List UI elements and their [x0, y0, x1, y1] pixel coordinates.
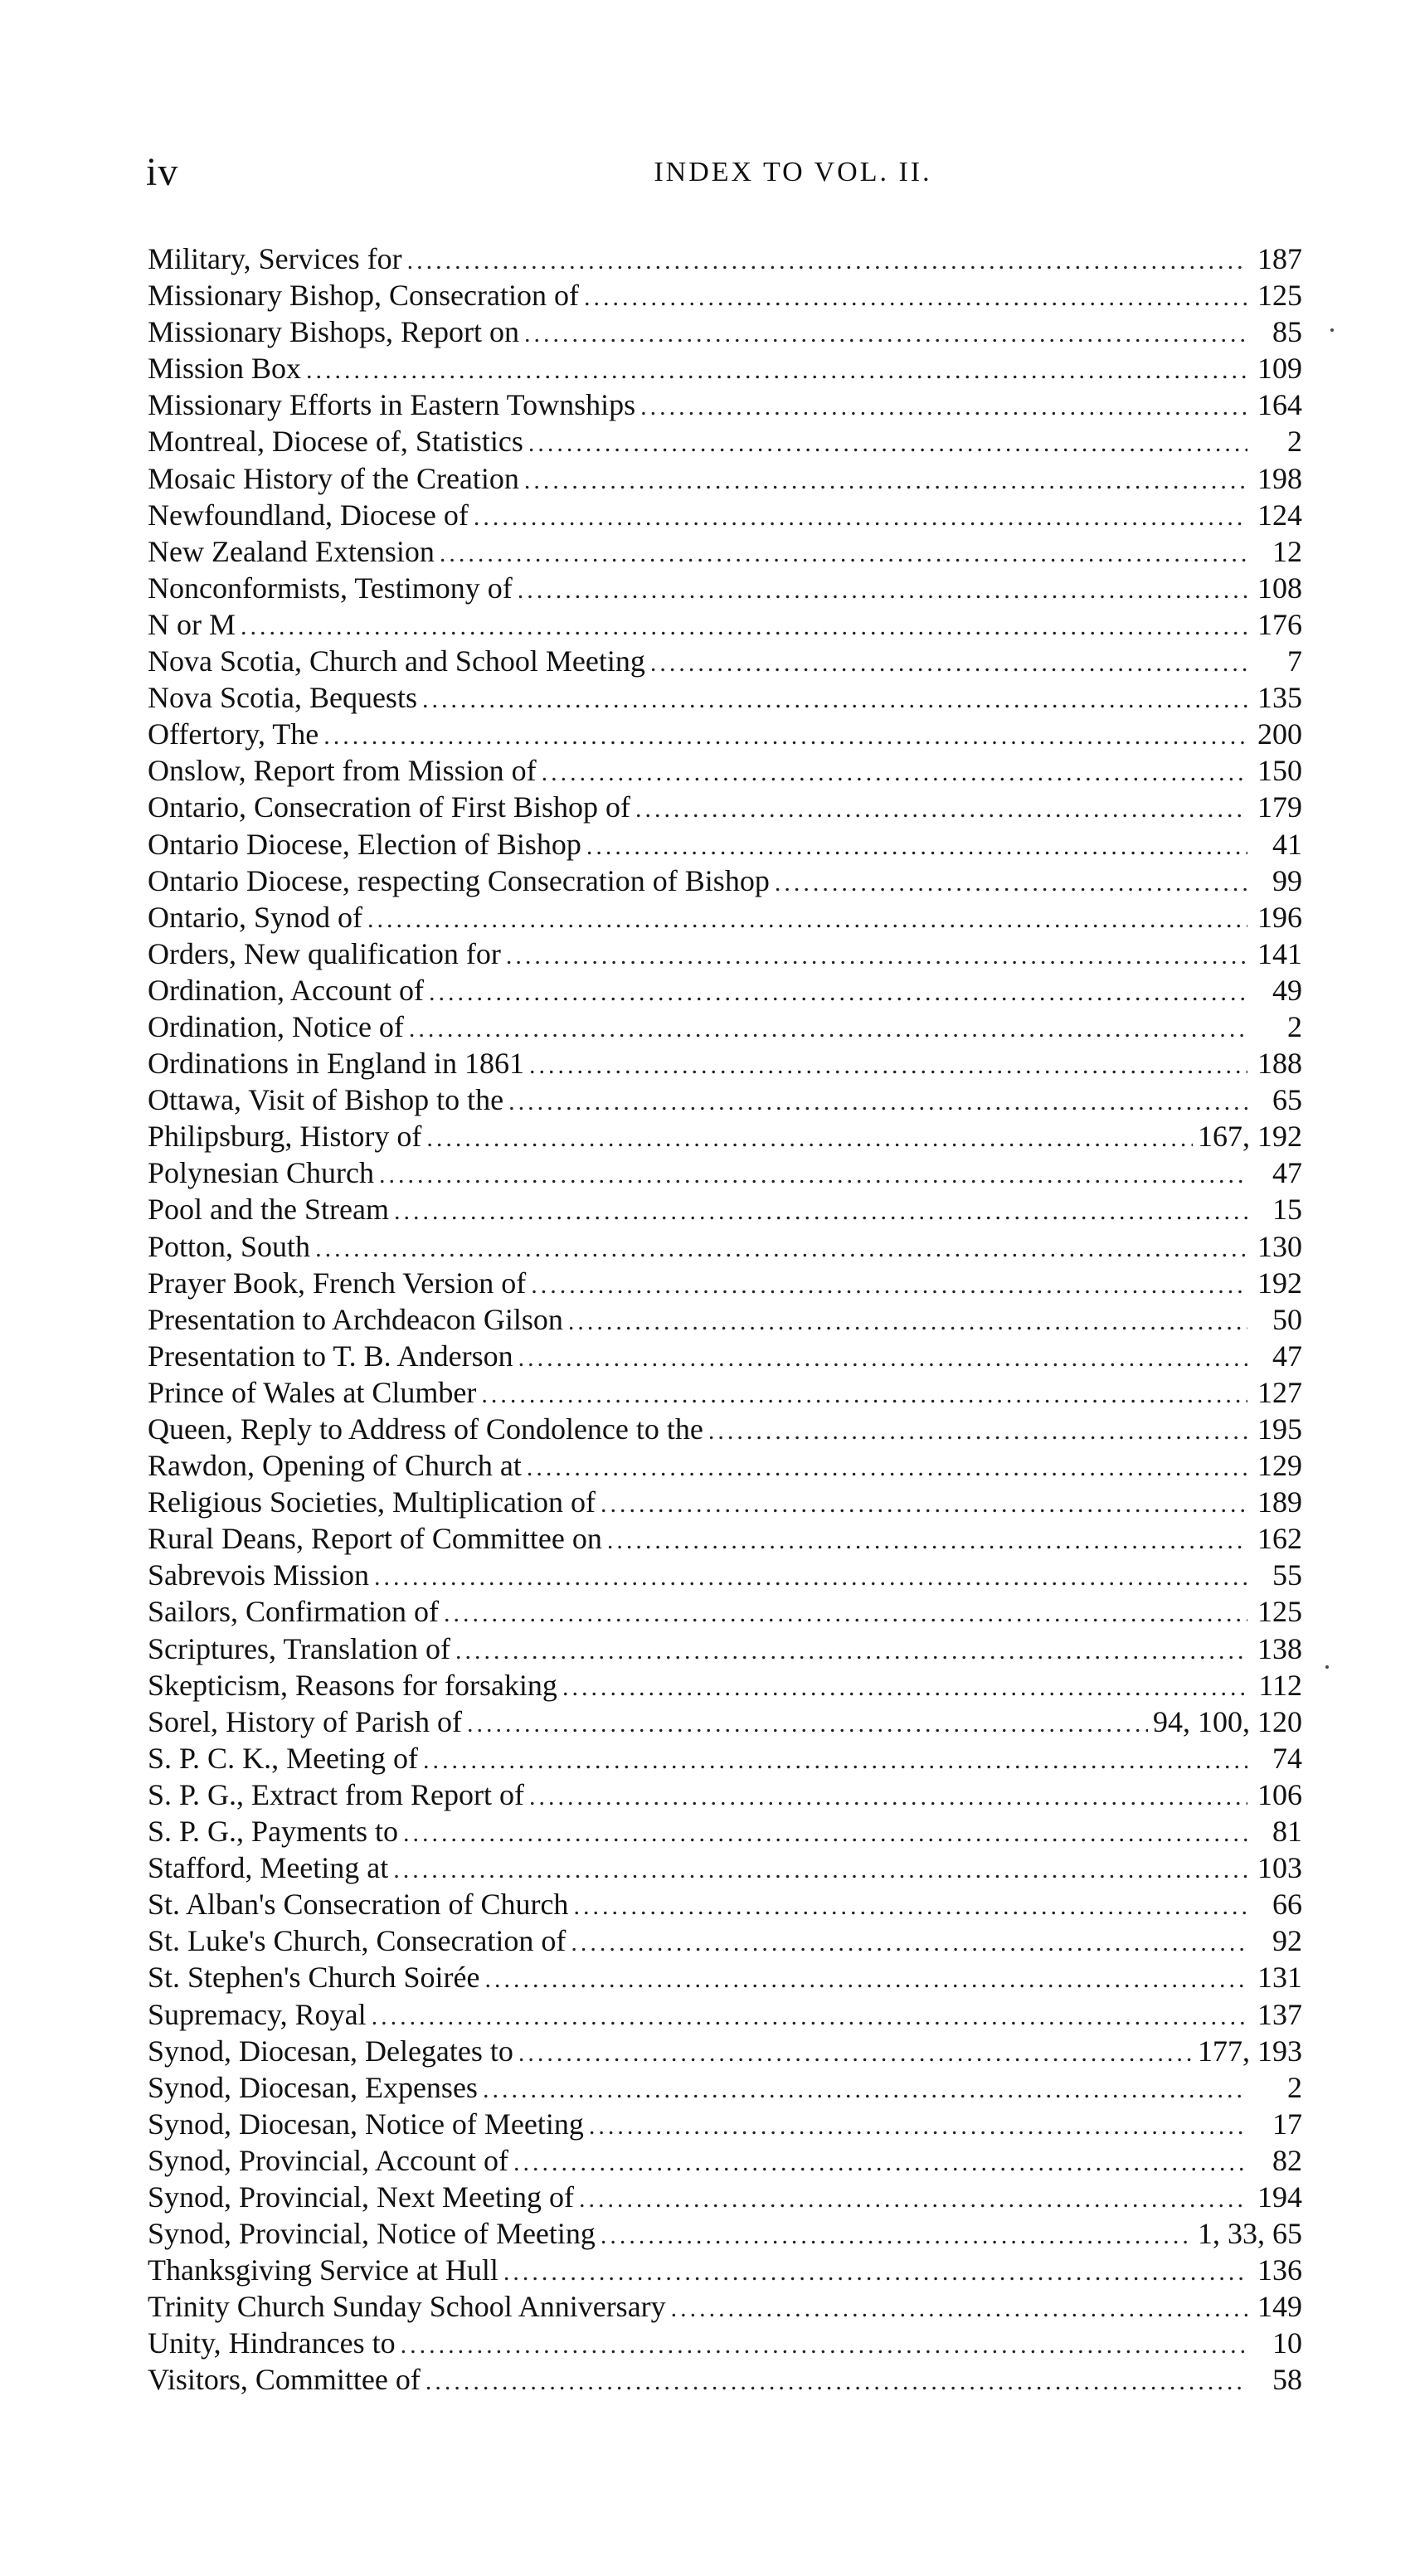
page-header [146, 148, 1307, 197]
index-entry [148, 2033, 1302, 2069]
entry-page-numbers: 2 [1287, 1009, 1302, 1043]
entry-page-numbers: 162 [1257, 1522, 1302, 1556]
entry-page-numbers: 17 [1272, 2107, 1302, 2141]
index-entry [148, 1593, 1302, 1630]
index-entry [148, 1886, 1302, 1922]
entry-page-numbers: 81 [1272, 1815, 1302, 1849]
entry-title: St. Luke's Church, Consecration of [148, 1924, 566, 1958]
index-entry [148, 1411, 1302, 1447]
index-entry [148, 1118, 1302, 1154]
entry-title: Ontario, Synod of [148, 900, 362, 934]
index-entry [148, 1374, 1302, 1411]
dot-leader [423, 1742, 1247, 1779]
index-list [148, 241, 1302, 2399]
entry-page-numbers: 15 [1272, 1193, 1302, 1227]
entry-title: Ordination, Account of [148, 973, 424, 1007]
entry-page-numbers: 131 [1257, 1961, 1302, 1995]
index-entry [148, 2179, 1302, 2215]
entry-title: Ordinations in England in 1861 [148, 1047, 524, 1081]
dot-leader [409, 1011, 1247, 1047]
entry-title: Mission Box [148, 352, 302, 386]
dot-leader [579, 2181, 1247, 2218]
index-entry [148, 1996, 1302, 2033]
dot-leader [403, 1815, 1247, 1852]
entry-title: S. P. G., Extract from Report of [148, 1777, 524, 1811]
entry-page-numbers: 41 [1272, 827, 1302, 861]
index-entry [148, 752, 1302, 789]
index-entry [148, 1922, 1302, 1959]
dot-leader [562, 1670, 1247, 1706]
dot-leader [524, 463, 1247, 499]
dot-leader [484, 1961, 1247, 1998]
index-entry [148, 277, 1302, 313]
dot-leader [401, 2327, 1247, 2364]
entry-page-numbers: 55 [1272, 1558, 1302, 1592]
entry-title: Scriptures, Translation of [148, 1631, 450, 1665]
dot-leader [407, 243, 1247, 279]
entry-page-numbers: 137 [1257, 1997, 1302, 2031]
index-entry [148, 1154, 1302, 1191]
dot-leader [483, 2072, 1247, 2108]
dot-leader [440, 536, 1247, 572]
entry-page-numbers: 149 [1257, 2290, 1302, 2324]
entry-page-numbers: 66 [1272, 1888, 1302, 1922]
entry-page-numbers: 108 [1257, 571, 1302, 605]
entry-page-numbers: 150 [1257, 754, 1302, 788]
index-entry [148, 1265, 1302, 1301]
dot-leader [474, 499, 1247, 536]
entry-title: Ordination, Notice of [148, 1009, 404, 1043]
entry-title: Ontario, Consecration of First Bishop of [148, 790, 630, 824]
running-title: INDEX TO VOL. II. [654, 157, 932, 187]
entry-page-numbers: 200 [1257, 717, 1302, 751]
entry-page-numbers: 12 [1272, 534, 1302, 568]
dot-leader [374, 1559, 1247, 1596]
dot-leader [481, 1377, 1247, 1413]
index-entry [148, 1447, 1302, 1484]
entry-title: Ottawa, Visit of Bishop to the [148, 1083, 504, 1117]
index-entry [148, 606, 1302, 643]
entry-title: Unity, Hindrances to [148, 2326, 396, 2360]
entry-page-numbers: 125 [1257, 279, 1302, 313]
entry-page-numbers: 195 [1257, 1412, 1302, 1446]
dot-leader [584, 279, 1247, 316]
dot-leader [640, 389, 1247, 425]
entry-page-numbers: 106 [1257, 1777, 1302, 1811]
entry-page-numbers: 179 [1257, 790, 1302, 824]
dot-leader [444, 1596, 1247, 1632]
entry-title: Montreal, Diocese of, Statistics [148, 425, 523, 459]
index-entry [148, 1776, 1302, 1813]
entry-page-numbers: 125 [1257, 1595, 1302, 1629]
dot-leader [426, 1120, 1193, 1157]
entry-title: Rural Deans, Report of Committee on [148, 1522, 602, 1556]
entry-page-numbers: 129 [1257, 1449, 1302, 1483]
entry-title: S. P. C. K., Meeting of [148, 1741, 419, 1775]
dot-leader [524, 316, 1247, 352]
index-entry [148, 679, 1302, 716]
index-entry [148, 972, 1302, 1009]
index-entry [148, 1301, 1302, 1338]
index-entry [148, 2215, 1302, 2252]
entry-page-numbers: 192 [1257, 1266, 1302, 1300]
entry-title: New Zealand Extension [148, 534, 435, 568]
dot-leader [315, 1231, 1247, 1267]
entry-title: Queen, Reply to Address of Condolence to the [148, 1412, 703, 1446]
page-number: iv [146, 150, 179, 194]
entry-page-numbers: 10 [1272, 2326, 1302, 2360]
entry-page-numbers: 47 [1272, 1156, 1302, 1190]
entry-title: Religious Societies, Multiplication of [148, 1485, 596, 1519]
dot-leader [372, 1999, 1247, 2035]
dot-leader [589, 2108, 1247, 2145]
index-entry [148, 1667, 1302, 1704]
entry-title: Ontario Diocese, respecting Consecration of Bishop [148, 863, 770, 897]
entry-title: Synod, Provincial, Notice of Meeting [148, 2217, 596, 2251]
dot-leader [429, 975, 1247, 1011]
dot-leader [306, 352, 1247, 389]
dot-leader [425, 2364, 1247, 2400]
entry-title: Missionary Bishops, Report on [148, 315, 520, 349]
entry-title: Skepticism, Reasons for forsaking [148, 1668, 557, 1702]
entry-page-numbers: 50 [1272, 1302, 1302, 1336]
stray-mark [1325, 1665, 1329, 1669]
entry-page-numbers: 138 [1257, 1631, 1302, 1665]
dot-leader [508, 1084, 1247, 1120]
entry-page-numbers: 49 [1272, 973, 1302, 1007]
index-entry [148, 2325, 1302, 2361]
dot-leader [518, 572, 1247, 609]
dot-leader [573, 1888, 1247, 1925]
entry-page-numbers: 135 [1257, 681, 1302, 715]
index-entry [148, 899, 1302, 936]
index-entry [148, 1009, 1302, 1045]
index-entry [148, 1740, 1302, 1776]
index-entry [148, 497, 1302, 533]
entry-title: S. P. G., Payments to [148, 1815, 399, 1849]
dot-leader [607, 1523, 1247, 1559]
index-entry [148, 1338, 1302, 1374]
entry-title: Sabrevois Mission [148, 1558, 370, 1592]
index-entry [148, 643, 1302, 679]
index-entry [148, 313, 1302, 350]
index-entry [148, 1813, 1302, 1849]
dot-leader [513, 2145, 1247, 2181]
dot-leader [528, 425, 1247, 462]
index-entry [148, 1557, 1302, 1593]
dot-leader [527, 1450, 1247, 1486]
entry-title: Presentation to T. B. Anderson [148, 1339, 513, 1373]
dot-leader [529, 1779, 1247, 1815]
dot-leader [241, 609, 1247, 645]
entry-page-numbers: 74 [1272, 1741, 1302, 1775]
index-entry [148, 386, 1302, 423]
dot-leader [531, 1267, 1247, 1304]
index-entry [148, 936, 1302, 972]
entry-title: St. Stephen's Church Soirée [148, 1961, 480, 1995]
index-entry [148, 863, 1302, 899]
entry-title: Visitors, Committee of [148, 2363, 421, 2397]
entry-title: Polynesian Church [148, 1156, 374, 1190]
entry-page-numbers: 1, 33, 65 [1198, 2217, 1302, 2251]
entry-title: Nova Scotia, Church and School Meeting [148, 644, 645, 678]
dot-leader [518, 1340, 1247, 1377]
entry-title: Pool and the Stream [148, 1193, 389, 1227]
dot-leader [518, 2035, 1193, 2072]
entry-title: Supremacy, Royal [148, 1997, 367, 2031]
index-entry [148, 350, 1302, 386]
index-entry [148, 1045, 1302, 1081]
index-entry [148, 423, 1302, 459]
entry-title: Offertory, The [148, 717, 319, 751]
entry-page-numbers: 189 [1257, 1485, 1302, 1519]
entry-page-numbers: 2 [1287, 2070, 1302, 2104]
stray-mark [1330, 328, 1334, 332]
dot-leader [601, 2218, 1193, 2254]
entry-title: Mosaic History of the Creation [148, 461, 519, 495]
entry-page-numbers: 85 [1272, 315, 1302, 349]
index-entry [148, 241, 1302, 277]
entry-title: Synod, Provincial, Account of [148, 2143, 508, 2177]
entry-title: Synod, Diocesan, Notice of Meeting [148, 2107, 584, 2141]
entry-title: Nova Scotia, Bequests [148, 681, 417, 715]
entry-title: Synod, Diocesan, Delegates to [148, 2034, 513, 2068]
index-entry [148, 2142, 1302, 2179]
dot-leader [601, 1486, 1247, 1523]
entry-page-numbers: 130 [1257, 1229, 1302, 1263]
entry-page-numbers: 58 [1272, 2363, 1302, 2397]
dot-leader [571, 1925, 1247, 1961]
entry-page-numbers: 109 [1257, 352, 1302, 386]
entry-title: Rawdon, Opening of Church at [148, 1449, 522, 1483]
dot-leader [379, 1157, 1247, 1193]
index-entry [148, 570, 1302, 606]
entry-title: Synod, Diocesan, Expenses [148, 2070, 478, 2104]
entry-page-numbers: 82 [1272, 2143, 1302, 2177]
entry-page-numbers: 136 [1257, 2253, 1302, 2287]
dot-leader [467, 1706, 1148, 1742]
entry-title: Stafford, Meeting at [148, 1851, 389, 1885]
index-entry [148, 1081, 1302, 1118]
entry-title: Philipsburg, History of [148, 1120, 422, 1154]
index-entry [148, 1959, 1302, 1995]
entry-title: Thanksgiving Service at Hull [148, 2253, 498, 2287]
index-entry [148, 1191, 1302, 1227]
dot-leader [394, 1193, 1247, 1230]
entry-page-numbers: 47 [1272, 1339, 1302, 1373]
entry-page-numbers: 103 [1257, 1851, 1302, 1885]
entry-title: Missionary Bishop, Consecration of [148, 279, 579, 313]
entry-title: Presentation to Archdeacon Gilson [148, 1302, 563, 1336]
entry-page-numbers: 194 [1257, 2180, 1302, 2214]
entry-title: Trinity Church Sunday School Anniversary [148, 2290, 666, 2324]
entry-title: St. Alban's Consecration of Church [148, 1888, 569, 1922]
entry-page-numbers: 112 [1258, 1668, 1302, 1702]
entry-title: Prayer Book, French Version of [148, 1266, 527, 1300]
index-entry [148, 1520, 1302, 1557]
entry-page-numbers: 99 [1272, 863, 1302, 897]
entry-page-numbers: 164 [1257, 388, 1302, 422]
dot-leader [422, 682, 1247, 718]
entry-title: Military, Services for [148, 242, 402, 275]
entry-title: Onslow, Report from Mission of [148, 754, 537, 788]
dot-leader [635, 791, 1247, 828]
dot-leader [503, 2254, 1247, 2291]
index-entry [148, 1228, 1302, 1265]
dot-leader [393, 1852, 1247, 1888]
entry-page-numbers: 2 [1287, 425, 1302, 459]
entry-page-numbers: 7 [1287, 644, 1302, 678]
entry-page-numbers: 65 [1272, 1083, 1302, 1117]
index-entry [148, 716, 1302, 752]
entry-page-numbers: 177, 193 [1198, 2034, 1302, 2068]
entry-title: Synod, Provincial, Next Meeting of [148, 2180, 574, 2214]
dot-leader [529, 1047, 1247, 1084]
dot-leader [323, 718, 1247, 755]
index-entry [148, 789, 1302, 825]
dot-leader [568, 1304, 1247, 1340]
index-entry [148, 2069, 1302, 2106]
index-entry [148, 2252, 1302, 2288]
dot-leader [455, 1633, 1247, 1670]
dot-leader [671, 2291, 1247, 2327]
index-entry [148, 826, 1302, 863]
dot-leader [542, 755, 1247, 791]
entry-title: Orders, New qualification for [148, 936, 501, 970]
index-entry [148, 533, 1302, 570]
entry-page-numbers: 198 [1257, 461, 1302, 495]
entry-page-numbers: 176 [1257, 607, 1302, 641]
entry-page-numbers: 167, 192 [1198, 1120, 1302, 1154]
entry-title: Newfoundland, Diocese of [148, 498, 469, 532]
entry-page-numbers: 196 [1257, 900, 1302, 934]
index-entry [148, 1631, 1302, 1667]
entry-title: N or M [148, 607, 236, 641]
dot-leader [367, 902, 1247, 938]
entry-page-numbers: 124 [1257, 498, 1302, 532]
index-entry [148, 2361, 1302, 2398]
index-entry [148, 2106, 1302, 2142]
entry-title: Sailors, Confirmation of [148, 1595, 439, 1629]
dot-leader [506, 938, 1247, 975]
entry-page-numbers: 94, 100, 120 [1153, 1704, 1302, 1738]
entry-title: Prince of Wales at Clumber [148, 1375, 477, 1409]
index-entry [148, 1704, 1302, 1740]
index-entry [148, 1849, 1302, 1886]
entry-title: Ontario Diocese, Election of Bishop [148, 827, 581, 861]
dot-leader [586, 829, 1247, 865]
entry-page-numbers: 92 [1272, 1924, 1302, 1958]
index-entry [148, 2288, 1302, 2325]
entry-title: Nonconformists, Testimony of [148, 571, 513, 605]
index-entry [148, 460, 1302, 497]
entry-title: Missionary Efforts in Eastern Townships [148, 388, 636, 422]
index-entry [148, 1484, 1302, 1520]
entry-title: Sorel, History of Parish of [148, 1704, 462, 1738]
entry-page-numbers: 127 [1257, 1375, 1302, 1409]
entry-title: Potton, South [148, 1229, 311, 1263]
entry-page-numbers: 188 [1257, 1047, 1302, 1081]
entry-page-numbers: 141 [1257, 936, 1302, 970]
entry-page-numbers: 187 [1257, 242, 1302, 275]
dot-leader [708, 1413, 1247, 1450]
dot-leader [650, 645, 1247, 682]
dot-leader [775, 865, 1247, 902]
